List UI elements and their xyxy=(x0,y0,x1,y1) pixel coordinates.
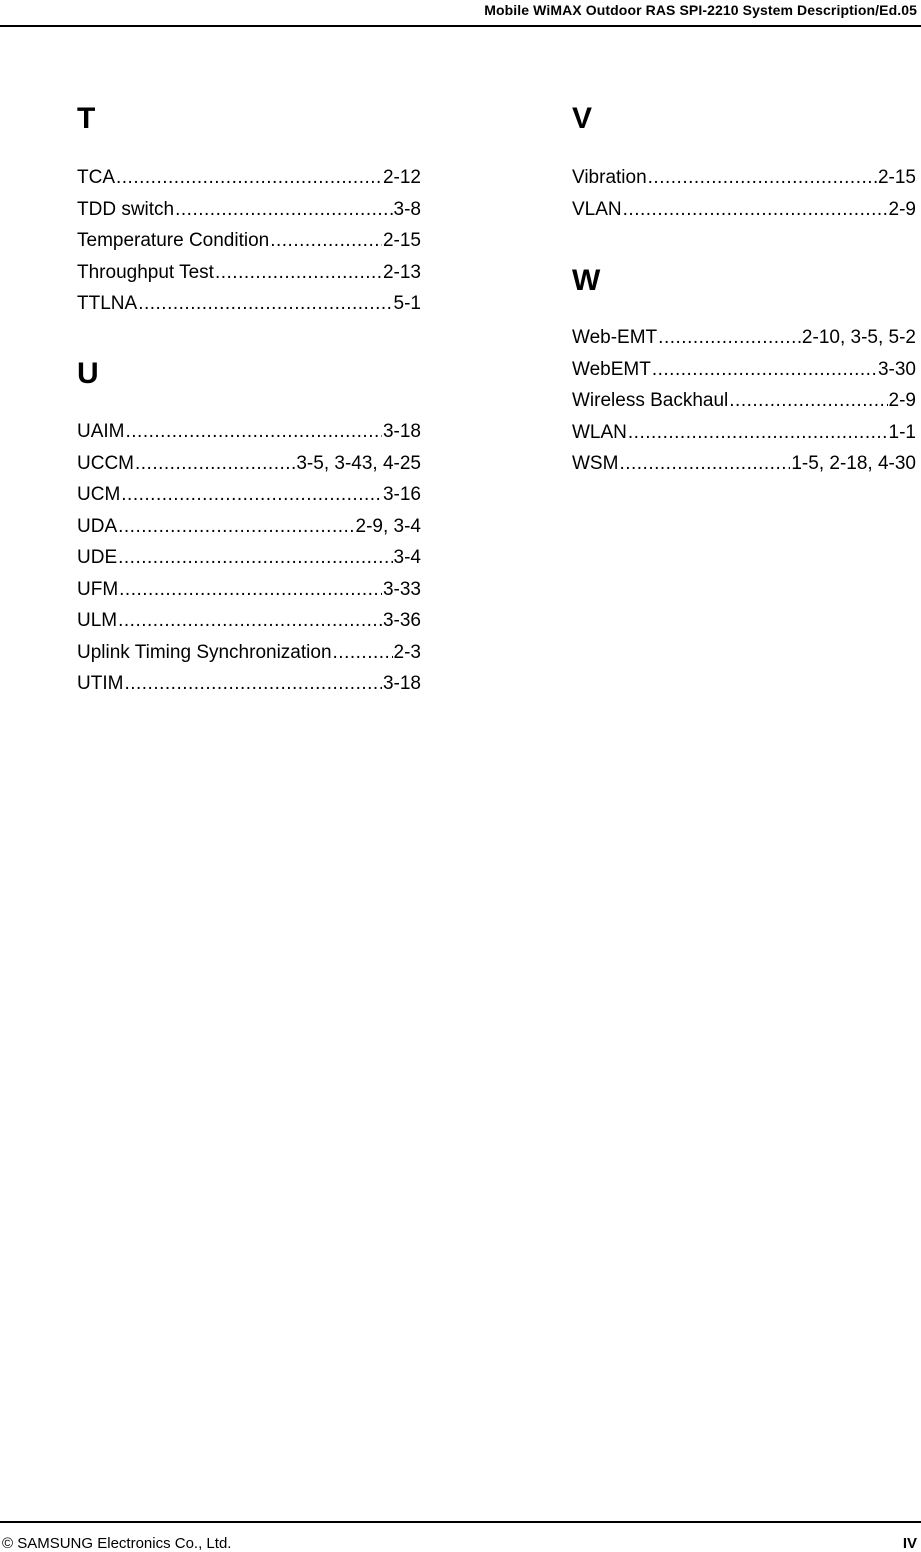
footer-copyright: © SAMSUNG Electronics Co., Ltd. xyxy=(2,1535,232,1552)
entry-term: UAIM xyxy=(77,421,125,442)
index-entry xyxy=(77,574,421,606)
dot-leader xyxy=(729,385,887,417)
section-letter-w: W xyxy=(572,264,601,297)
section-t-entries xyxy=(77,162,421,320)
dot-leader xyxy=(619,448,790,480)
dot-leader xyxy=(135,448,295,480)
entry-pages: 1-1 xyxy=(888,421,916,443)
entry-term: TDD switch xyxy=(77,198,175,220)
dot-leader xyxy=(118,542,392,574)
entry-term: Throughput Test xyxy=(77,261,214,283)
entry-pages: 2-3 xyxy=(393,641,421,663)
dot-leader xyxy=(124,668,382,700)
entry-term: TCA xyxy=(77,167,115,188)
dot-leader xyxy=(333,637,393,669)
index-entry xyxy=(77,194,421,226)
section-letter-v: V xyxy=(572,102,593,135)
entry-pages: 2-13 xyxy=(382,261,421,283)
entry-pages: 3-33 xyxy=(382,578,421,600)
entry-term: Web-EMT xyxy=(572,327,658,348)
entry-term: WebEMT xyxy=(572,358,651,380)
entry-term: UTIM xyxy=(77,673,124,694)
index-entry xyxy=(77,162,421,194)
entry-pages: 2-12 xyxy=(382,167,421,188)
page-header-title: Mobile WiMAX Outdoor RAS SPI-2210 System Description/Ed.05 xyxy=(484,2,917,18)
entry-pages: 3-18 xyxy=(382,421,421,442)
index-entry xyxy=(77,416,421,448)
index-entry xyxy=(572,194,916,226)
entry-term: Uplink Timing Synchronization xyxy=(77,641,332,663)
section-w-entries xyxy=(572,322,916,480)
dot-leader xyxy=(623,194,888,226)
dot-leader xyxy=(652,354,877,386)
entry-pages: 3-36 xyxy=(382,610,421,631)
entry-pages: 2-9 xyxy=(888,390,916,411)
dot-leader xyxy=(116,162,382,194)
index-entry xyxy=(77,479,421,511)
section-u-entries xyxy=(77,416,421,700)
entry-term: ULM xyxy=(77,610,118,631)
entry-pages: 3-30 xyxy=(877,358,916,380)
footer-divider xyxy=(0,1521,921,1523)
entry-term: UFM xyxy=(77,578,119,600)
section-letter-t: T xyxy=(77,102,96,135)
entry-pages: 3-18 xyxy=(382,673,421,694)
dot-leader xyxy=(658,322,801,354)
entry-term: UDA xyxy=(77,515,118,537)
index-entry xyxy=(77,668,421,700)
index-entry xyxy=(572,448,916,480)
dot-leader xyxy=(628,417,888,449)
index-entry xyxy=(77,225,421,257)
dot-leader xyxy=(118,511,354,543)
footer-page-number: IV xyxy=(902,1535,917,1552)
dot-leader xyxy=(175,194,392,226)
entry-pages: 2-15 xyxy=(382,230,421,251)
index-entry xyxy=(77,288,421,320)
index-entry xyxy=(77,542,421,574)
entry-pages: 5-1 xyxy=(393,293,421,314)
entry-pages: 3-16 xyxy=(382,484,421,505)
index-entry xyxy=(77,605,421,637)
header-divider xyxy=(0,25,921,27)
dot-leader xyxy=(215,257,382,289)
entry-term: Wireless Backhaul xyxy=(572,390,729,411)
entry-pages: 2-9, 3-4 xyxy=(355,515,421,537)
entry-term: TTLNA xyxy=(77,293,138,314)
index-entry xyxy=(572,354,916,386)
index-entry xyxy=(572,162,916,194)
index-entry xyxy=(77,257,421,289)
entry-term: VLAN xyxy=(572,198,622,220)
entry-term: UCM xyxy=(77,484,121,505)
section-letter-u: U xyxy=(77,357,99,390)
entry-pages: 2-10, 3-5, 5-2 xyxy=(801,327,916,348)
index-entry xyxy=(77,448,421,480)
entry-pages: 3-5, 3-43, 4-25 xyxy=(296,452,421,474)
entry-term: UDE xyxy=(77,547,118,568)
dot-leader xyxy=(126,416,382,448)
index-entry xyxy=(572,417,916,449)
entry-pages: 2-15 xyxy=(877,167,916,188)
entry-pages: 3-8 xyxy=(393,198,421,220)
entry-term: WLAN xyxy=(572,421,627,443)
entry-term: Temperature Condition xyxy=(77,230,270,251)
entry-pages: 1-5, 2-18, 4-30 xyxy=(791,453,916,474)
dot-leader xyxy=(121,479,382,511)
entry-term: Vibration xyxy=(572,167,647,188)
entry-pages: 2-9 xyxy=(888,198,916,220)
entry-pages: 3-4 xyxy=(393,547,421,568)
index-entry xyxy=(77,637,421,669)
entry-term: WSM xyxy=(572,453,619,474)
index-entry xyxy=(77,511,421,543)
dot-leader xyxy=(119,574,382,606)
index-entry xyxy=(572,322,916,354)
entry-term: UCCM xyxy=(77,452,134,474)
dot-leader xyxy=(138,288,392,320)
section-v-entries xyxy=(572,162,916,225)
dot-leader xyxy=(118,605,382,637)
dot-leader xyxy=(648,162,877,194)
dot-leader xyxy=(270,225,382,257)
index-entry xyxy=(572,385,916,417)
